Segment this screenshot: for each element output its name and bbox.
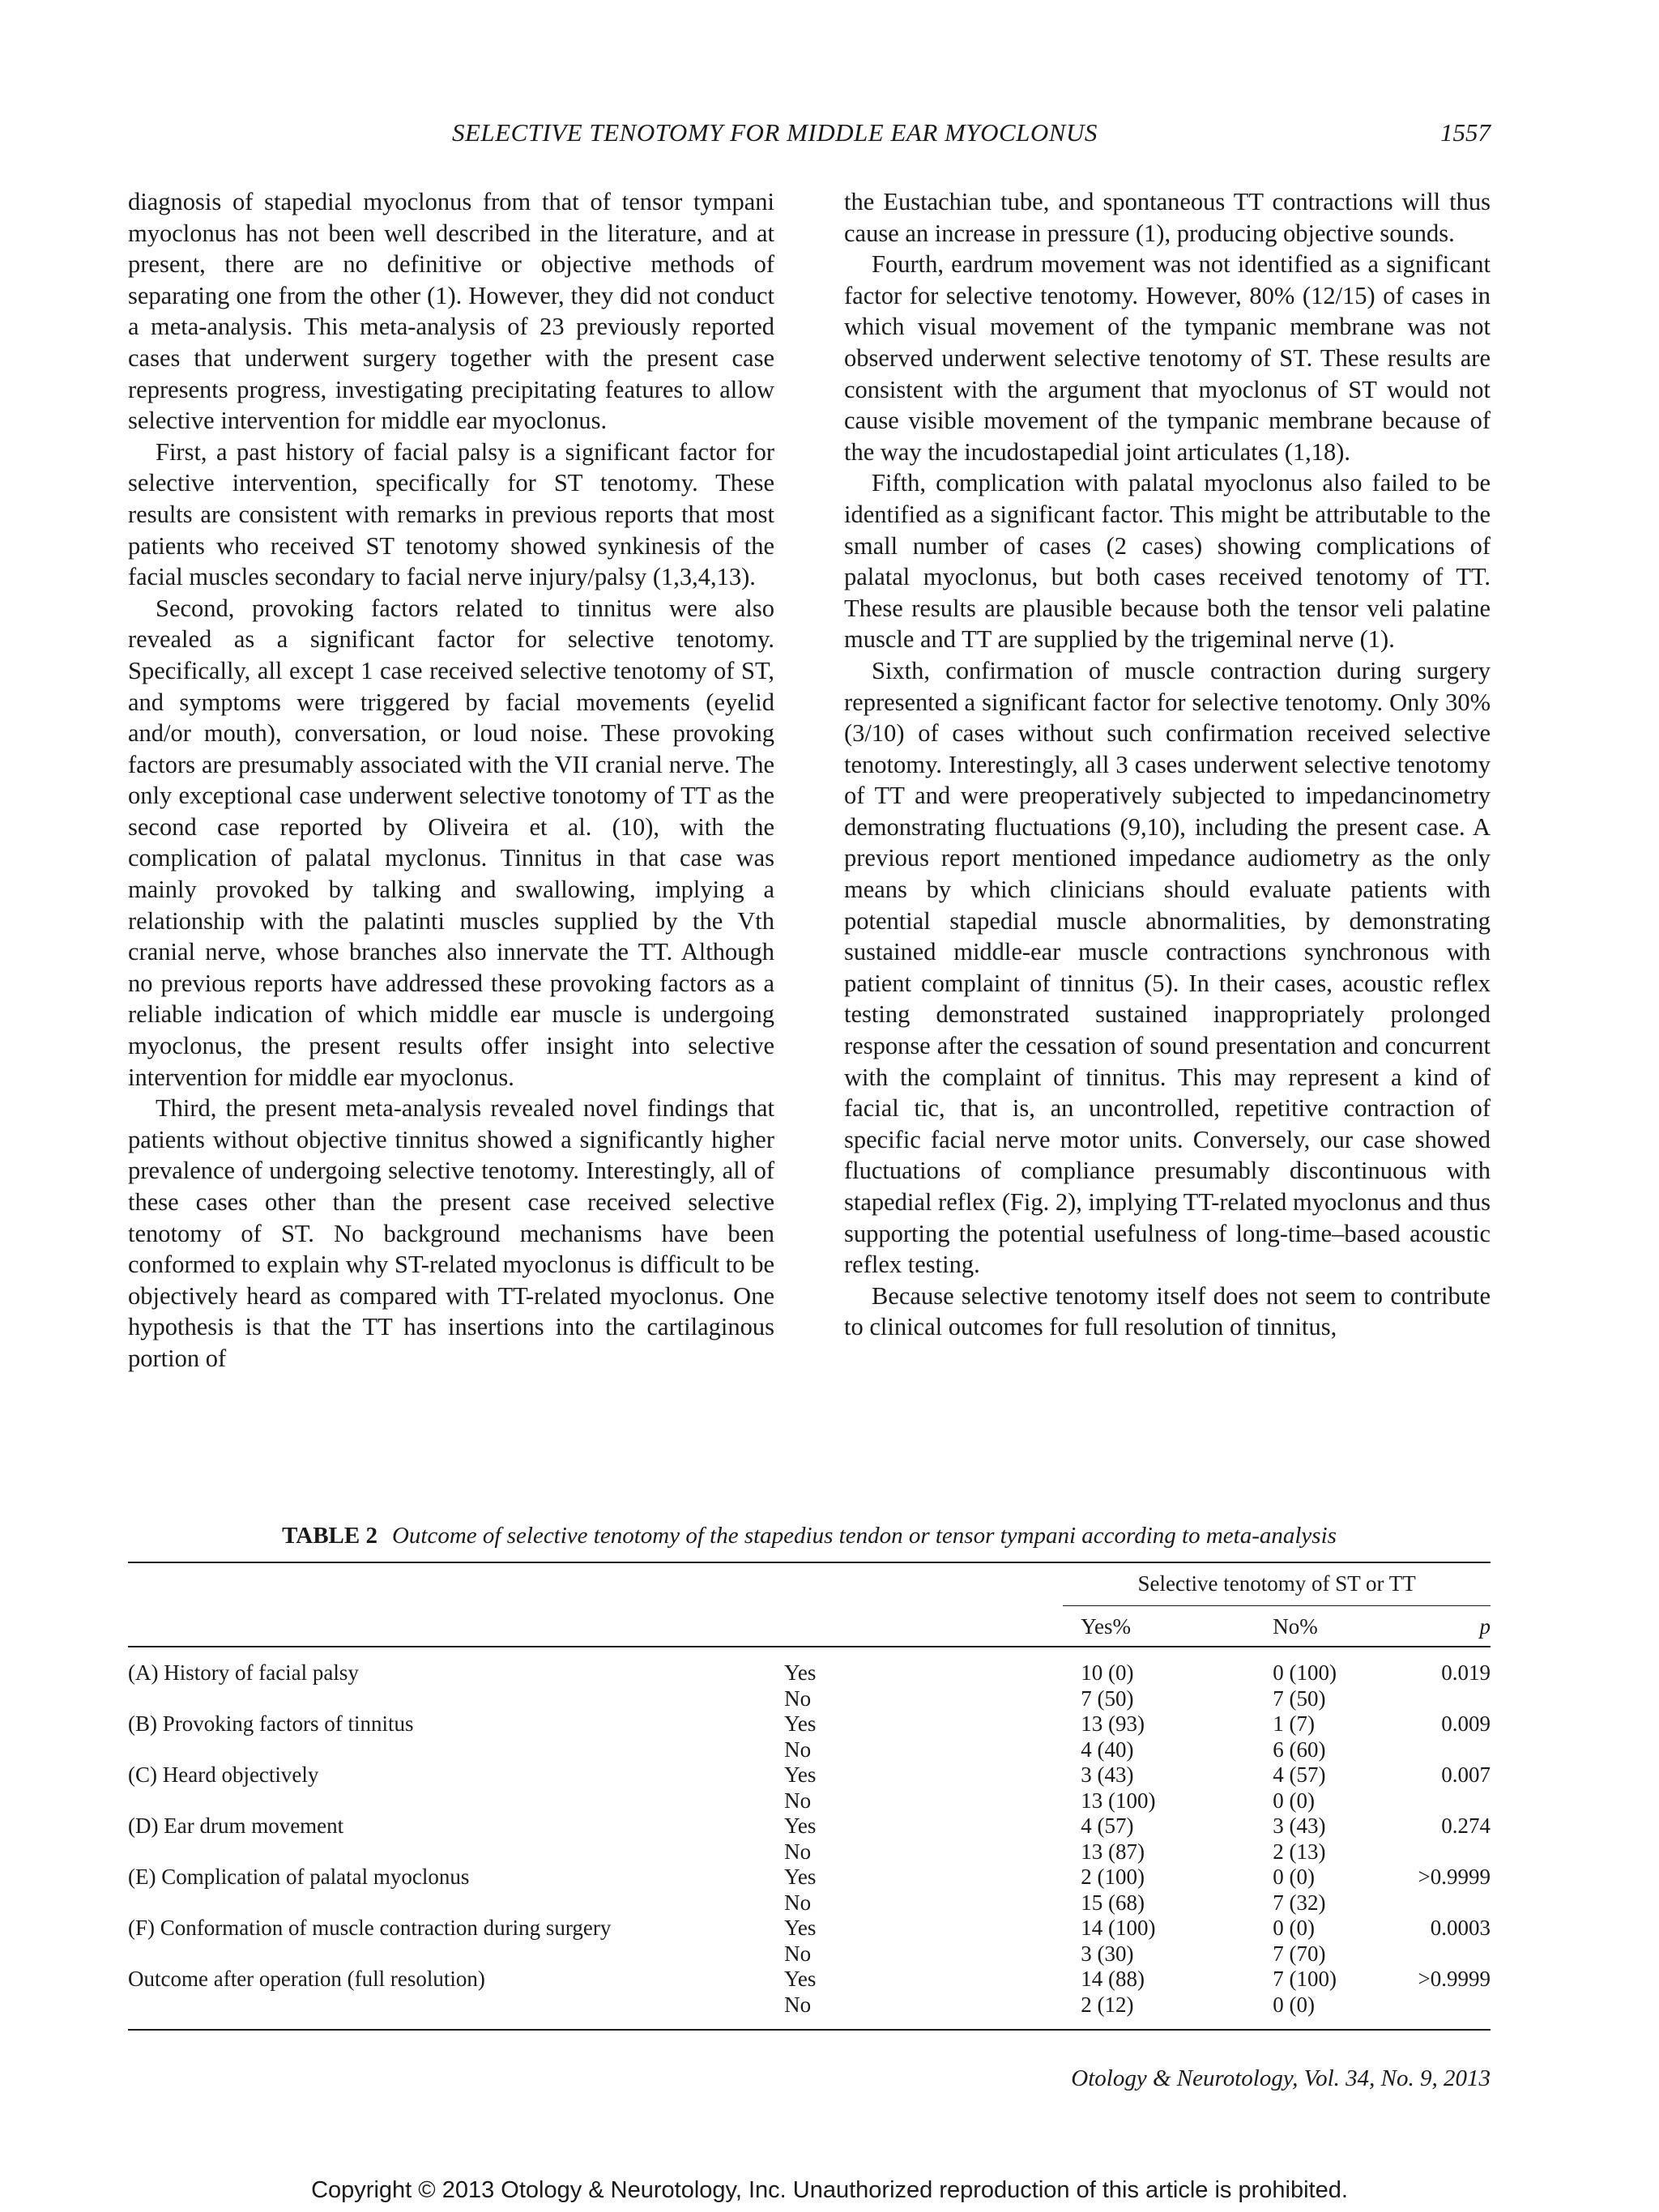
table-row <box>128 1737 1491 1763</box>
cell-yes: 13 (87) <box>1081 1839 1145 1864</box>
row-yes-no: Yes <box>784 1916 817 1940</box>
cell-p <box>1418 1686 1491 1712</box>
cell-p <box>1418 1788 1491 1814</box>
row-yes-no: No <box>784 1686 812 1711</box>
cell-p: 0.009 <box>1441 1711 1491 1736</box>
table-label: TABLE 2 <box>282 1523 377 1549</box>
row-yes-no: No <box>784 1788 812 1813</box>
row-label-empty <box>128 1993 773 2031</box>
row-yes-no: Yes <box>784 1660 817 1685</box>
table-row <box>128 1813 1491 1839</box>
cell-p: >0.9999 <box>1418 1967 1491 1991</box>
row-yes-no: No <box>784 1839 812 1864</box>
row-label-empty <box>128 1686 773 1712</box>
row-label: (B) Provoking factors of tinnitus <box>128 1711 414 1736</box>
row-label: (D) Ear drum movement <box>128 1813 344 1838</box>
cell-p: 0.0003 <box>1430 1916 1491 1940</box>
table-row <box>128 1686 1491 1712</box>
column-header-no: No% <box>1273 1605 1418 1647</box>
cell-no: 2 (13) <box>1273 1839 1326 1864</box>
cell-yes: 2 (100) <box>1081 1865 1145 1889</box>
paragraph: the Eustachian tube, and spontaneous TT contractions will thus cause an increase in pressure (1), producing objective sounds. <box>844 188 1491 247</box>
table-row <box>128 1788 1491 1814</box>
cell-no: 7 (32) <box>1273 1890 1326 1915</box>
cell-p: 0.019 <box>1441 1660 1491 1685</box>
row-label-empty <box>128 1839 773 1865</box>
row-label-empty <box>128 1890 773 1916</box>
copyright-notice: Copyright © 2013 Otology & Neurotology, Inc. Unauthorized reproduction of this article is prohibited. <box>311 2177 1348 2203</box>
column-header-yes: Yes% <box>1063 1605 1273 1647</box>
row-yes-no: Yes <box>784 1967 817 1991</box>
body-column-left <box>128 186 774 1375</box>
cell-yes: 10 (0) <box>1081 1660 1134 1685</box>
row-label: (C) Heard objectively <box>128 1762 319 1787</box>
row-yes-no: No <box>784 1890 812 1915</box>
table-column-header-row <box>128 1605 1491 1647</box>
table-row <box>128 1647 1491 1686</box>
table-row <box>128 1967 1491 1993</box>
paragraph: Because selective tenotomy itself does not seem to contribute to clinical outcomes for full resolution of tinnitus, <box>844 1281 1491 1341</box>
cell-p <box>1418 1890 1491 1916</box>
row-yes-no: Yes <box>784 1865 817 1889</box>
cell-p <box>1418 1737 1491 1763</box>
table-row <box>128 1941 1491 1967</box>
table-row <box>128 1993 1491 2031</box>
running-title: SELECTIVE TENOTOMY FOR MIDDLE EAR MYOCLONUS <box>452 118 1098 147</box>
cell-p <box>1418 1941 1491 1967</box>
table-row <box>128 1890 1491 1916</box>
cell-no: 4 (57) <box>1273 1762 1326 1787</box>
table-row <box>128 1762 1491 1788</box>
row-label-empty <box>128 1737 773 1763</box>
cell-no: 3 (43) <box>1273 1813 1326 1838</box>
page-number: 1557 <box>1440 118 1491 147</box>
row-yes-no: No <box>784 1941 812 1966</box>
table-row <box>128 1839 1491 1865</box>
table-row <box>128 1865 1491 1890</box>
paragraph: First, a past history of facial palsy is a significant factor for selective intervention, specifically for ST tenotomy. These results are consistent with remarks in previous reports that most patients who received ST tenotomy showed synkinesis of the facial muscles secondary to facial nerve injury/palsy (1,3,4,13). <box>128 437 774 591</box>
row-label-empty <box>128 1788 773 1814</box>
paragraph: Second, provoking factors related to tinnitus were also revealed as a significant factor for selective tenotomy. Specifically, all except 1 case received selective tenotomy of ST, and symptoms were triggered by facial movements (eyelid and/or mouth), conversation, or loud noise. These provoking factors are presumably associated with the VII cranial nerve. The only exceptional case underwent selective tonotomy of TT as the second case reported by Oliveira et al. (10), with the complication of palatal myclonus. Tinnitus in that case was mainly provoked by talking and swallowing, implying a relationship with the palatinti muscles supplied by the Vth cranial nerve, whose branches also innervate the TT. Although no previous reports have addressed these provoking factors as a reliable indication of which middle ear muscle is undergoing myoclonus, the present results offer insight into selective intervention for middle ear myoclonus. <box>128 594 774 1091</box>
journal-citation: Otology & Neurotology, Vol. 34, No. 9, 2013 <box>1071 2065 1491 2091</box>
paragraph: Fifth, complication with palatal myoclonus also failed to be identified as a significant factor. This might be attributable to the small number of cases (2 cases) showing complications of palatal myoclonus, but both cases received tenotomy of TT. These results are plausible because both the tensor veli palatine muscle and TT are supplied by the trigeminal nerve (1). <box>844 469 1491 654</box>
outcome-table <box>128 1562 1491 2031</box>
row-yes-no: No <box>784 1737 812 1762</box>
cell-p <box>1418 1839 1491 1865</box>
cell-yes: 3 (30) <box>1081 1941 1134 1966</box>
cell-p <box>1418 1993 1491 2031</box>
row-yes-no: Yes <box>784 1813 817 1838</box>
cell-no: 7 (70) <box>1273 1941 1326 1966</box>
cell-yes: 14 (100) <box>1081 1916 1156 1940</box>
group-header: Selective tenotomy of ST or TT <box>1063 1562 1491 1605</box>
cell-no: 0 (0) <box>1273 1916 1315 1940</box>
cell-yes: 7 (50) <box>1081 1686 1134 1711</box>
cell-yes: 2 (12) <box>1063 1993 1273 2031</box>
cell-yes: 4 (40) <box>1081 1737 1134 1762</box>
cell-no: 0 (0) <box>1273 1788 1315 1813</box>
cell-yes: 13 (93) <box>1081 1711 1145 1736</box>
cell-yes: 13 (100) <box>1081 1788 1156 1813</box>
body-column-right <box>844 186 1491 1343</box>
row-label-empty <box>128 1941 773 1967</box>
row-label: (F) Conformation of muscle contraction during surgery <box>128 1916 612 1940</box>
cell-p: >0.9999 <box>1418 1865 1491 1889</box>
cell-no: 7 (50) <box>1273 1686 1326 1711</box>
running-header <box>128 118 1491 151</box>
cell-yes: 14 (88) <box>1081 1967 1145 1991</box>
cell-no: 7 (100) <box>1273 1967 1337 1991</box>
row-label: (A) History of facial palsy <box>128 1660 359 1685</box>
table-row <box>128 1916 1491 1941</box>
paragraph: Sixth, confirmation of muscle contraction during surgery represented a significant factor for selective tenotomy. Only 30% (3/10) of cases without such confirmation received selective tenotomy. Interestingly, all 3 cases underwent selective tenotomy of TT and were preoperatively subjected to impedancinometry demonstrating fluctuations (9,10), including the present case. A previous report mentioned impedance audiometry as the only means by which clinicians should evaluate patients with potential stapedial muscle abnormalities, by demonstrating sustained middle-ear muscle contractions synchronous with patient complaint of tinnitus (5). In their cases, acoustic reflex testing demonstrated sustained inappropriately prolonged response after the cessation of sound presentation and concurrent with the complaint of tinnitus. This may represent a kind of facial tic, that is, an uncontrolled, repetitive contraction of specific facial nerve motor units. Conversely, our case showed fluctuations of compliance presumably discontinuous with stapedial reflex (Fig. 2), implying TT-related myoclonus and thus supporting the potential usefulness of long-time–based acoustic reflex testing. <box>844 656 1491 1279</box>
cell-no: 0 (0) <box>1273 1865 1315 1889</box>
paragraph: diagnosis of stapedial myoclonus from that of tensor tympani myoclonus has not been well described in the literature, and at present, there are no definitive or objective methods of separating one from the other (1). However, they did not conduct a meta-analysis. This meta-analysis of 23 previously reported cases that underwent surgery together with the present case represents progress, investigating precipitating features to allow selective intervention for middle ear myoclonus. <box>128 188 774 435</box>
cell-yes: 15 (68) <box>1081 1890 1145 1915</box>
table-caption <box>128 1523 1491 1549</box>
row-label: Outcome after operation (full resolution) <box>128 1967 485 1991</box>
cell-no: 1 (7) <box>1273 1711 1315 1736</box>
cell-p: 0.007 <box>1441 1762 1491 1787</box>
column-header-p: p <box>1418 1605 1491 1647</box>
table-row <box>128 1711 1491 1737</box>
row-label: (E) Complication of palatal myoclonus <box>128 1865 470 1889</box>
row-yes-no: Yes <box>784 1762 817 1787</box>
cell-no: 0 (100) <box>1273 1660 1337 1685</box>
cell-no: 0 (0) <box>1273 1993 1418 2031</box>
cell-p: 0.274 <box>1441 1813 1491 1838</box>
cell-no: 6 (60) <box>1273 1737 1326 1762</box>
paragraph: Fourth, eardrum movement was not identified as a significant factor for selective tenotomy. However, 80% (12/15) of cases in which visual movement of the tympanic membrane was not observed underwent selective tenotomy of ST. These results are consistent with the argument that myoclonus of ST would not cause visible movement of the tympanic membrane because of the way the incudostapedial joint articulates (1,18). <box>844 250 1491 466</box>
table-group-header-row <box>128 1562 1491 1605</box>
row-yes-no: Yes <box>784 1711 817 1736</box>
row-yes-no: No <box>773 1993 1063 2031</box>
cell-yes: 3 (43) <box>1081 1762 1134 1787</box>
cell-yes: 4 (57) <box>1081 1813 1134 1838</box>
paragraph: Third, the present meta-analysis revealed novel findings that patients without objective tinnitus showed a significantly higher prevalence of undergoing selective tenotomy. Interestingly, all of these cases other than the present case received selective tenotomy of ST. No background mechanisms have been conformed to explain why ST-related myoclonus is difficult to be objectively heard as compared with TT-related myoclonus. One hypothesis is that the TT has insertions into the cartilaginous portion of <box>128 1094 774 1372</box>
table-caption-text: Outcome of selective tenotomy of the stapedius tendon or tensor tympani according to meta-analysis <box>391 1523 1337 1549</box>
